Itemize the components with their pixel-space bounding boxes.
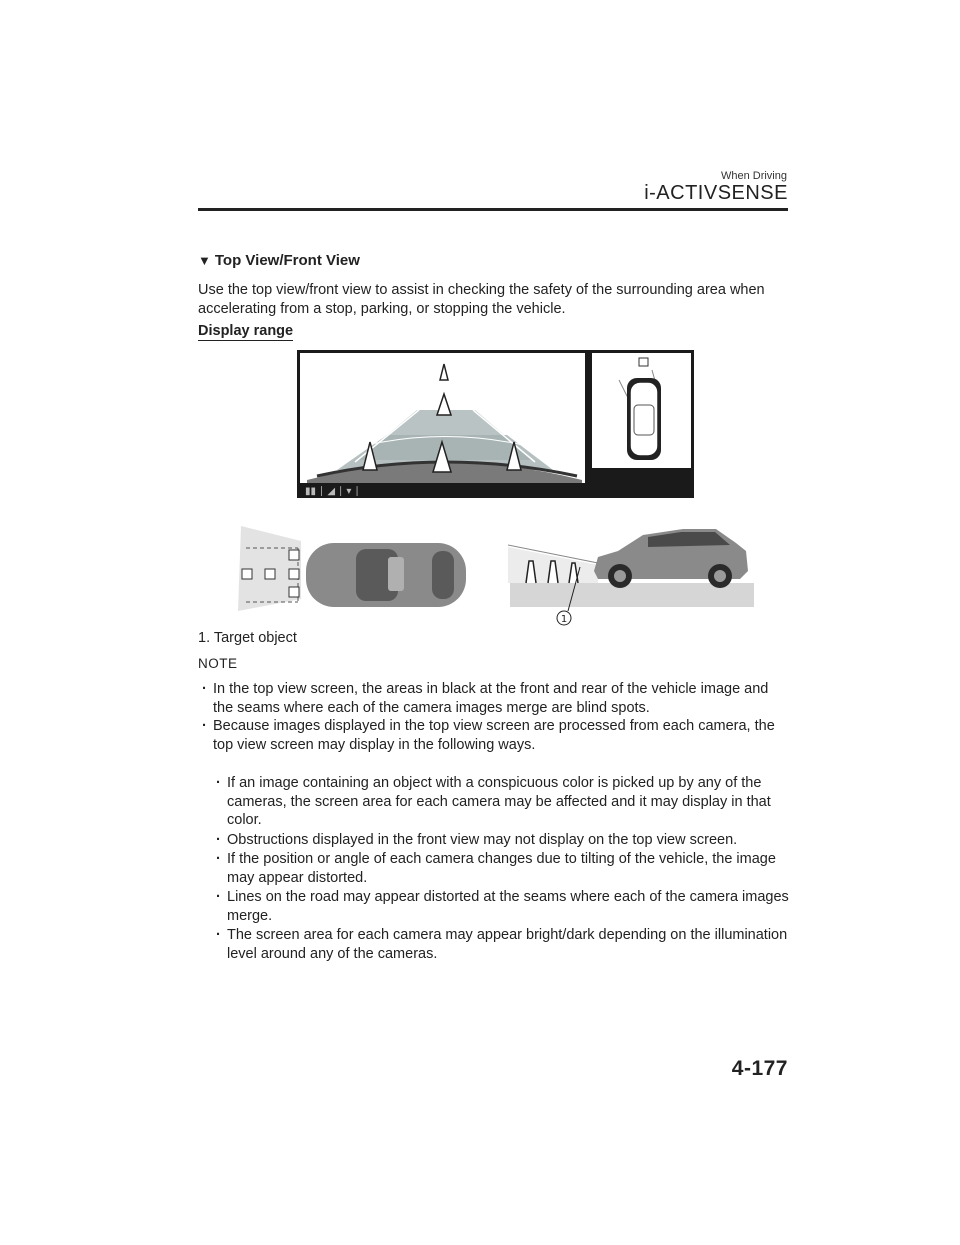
section-title [198,252,360,269]
note-label: NOTE [198,656,238,671]
sub-note-item: · Obstructions displayed in the front view may not display on the top view screen. [214,831,790,850]
top-view-bottom-bar [592,468,691,483]
car-roof [388,557,404,591]
sub-note-item: · Lines on the road may appear distorted at the seams where each of the camera images merge. [214,888,790,925]
top-view-range-illustration [236,521,472,617]
sub-note-item: · The screen area for each camera may appear bright/dark depending on the illumination level around any of the cameras. [214,926,790,963]
note-item: · In the top view screen, the areas in black at the front and rear of the vehicle image and the seams where each of the camera images merge are blind spots. [200,680,790,717]
note-list [200,680,790,754]
header-rule [198,208,788,211]
camera-screen-illustration [297,350,694,498]
figure-caption: 1. Target object [198,630,297,646]
target-marker-3 [289,569,299,579]
sub-note-item: · If an image containing an object with a conspicuous color is picked up by any of the cameras, the screen area for each camera may be affected and it may display in that color. [214,774,790,830]
callout-number: 1 [560,614,568,625]
side-view-illustration [508,521,754,631]
car-rear-glass [432,551,454,599]
target-marker-5 [289,587,299,597]
intro-paragraph: Use the top view/front view to assist in checking the safety of the surrounding area when accelerating from a stop, parking, or stopping the vehicle. [198,282,765,317]
target-marker-4 [289,550,299,560]
page-number: 4-177 [731,1057,788,1080]
target-marker-2 [265,569,275,579]
display-range-heading: Display range [198,323,294,339]
sub-note-item: · If the position or angle of each camera changes due to tilting of the vehicle, the image may appear distorted. [214,850,790,887]
running-header-chapter: When Driving [720,170,787,182]
triangle-marker-icon: ▼ [198,253,211,268]
running-header-section: i-ACTIVSENSE [644,182,788,204]
sub-note-list [214,774,790,964]
screen-status-icons: ▮▮ ∣ ◢ ∣ ▾ ∣ [305,486,360,497]
note-item: · Because images displayed in the top view screen are processed from each camera, the top view screen may display in the following ways. [200,717,790,754]
target-marker-1 [242,569,252,579]
suv-front-hub [614,570,626,582]
suv-rear-hub [714,570,726,582]
section-title-text: Top View/Front View [214,252,360,269]
